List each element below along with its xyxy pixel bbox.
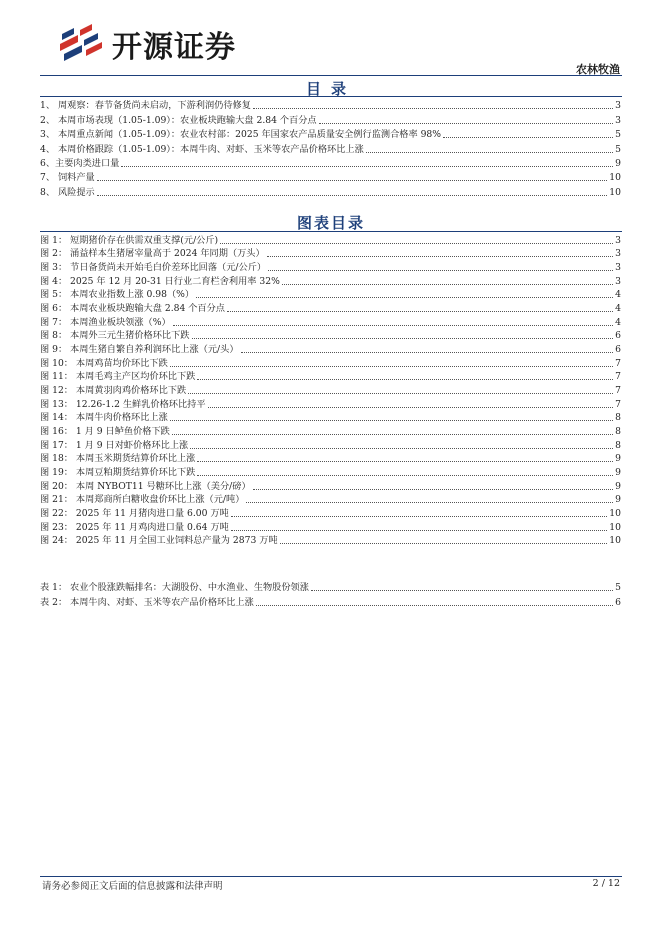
- toc-entry[interactable]: [40, 397, 621, 411]
- dot-leader: [443, 137, 613, 138]
- dot-leader: [246, 502, 613, 503]
- toc-entry[interactable]: [40, 370, 621, 384]
- entry-page-number: 3: [615, 114, 621, 126]
- toc-entry[interactable]: [40, 288, 621, 302]
- entry-page-number: 7: [615, 398, 621, 410]
- entry-label: 图 16： 1 月 9 日鲈鱼价格下跌: [40, 426, 170, 438]
- toc-entry[interactable]: [40, 112, 621, 126]
- entry-page-number: 7: [615, 357, 621, 369]
- dot-leader: [190, 448, 613, 449]
- entry-page-number: 5: [615, 143, 621, 155]
- toc-entry[interactable]: [40, 465, 621, 479]
- dot-leader: [256, 605, 613, 606]
- toc-entry[interactable]: [40, 315, 621, 329]
- figures-list: [40, 233, 621, 547]
- dot-leader: [188, 393, 613, 394]
- entry-label: 图 18： 本周玉米期货结算价环比上涨: [40, 453, 196, 465]
- entry-page-number: 4: [615, 316, 621, 328]
- entry-label: 图 8： 本周外三元生猪价格环比下跌: [40, 330, 190, 342]
- dot-leader: [173, 325, 613, 326]
- entry-label: 图 23： 2025 年 11 月鸡肉进口量 0.64 万吨: [40, 521, 229, 533]
- toc-entry[interactable]: [40, 493, 621, 507]
- entry-label: 7、 饲料产量: [40, 172, 95, 184]
- toc-entry[interactable]: [40, 411, 621, 425]
- dot-leader: [197, 475, 613, 476]
- toc-entry[interactable]: [40, 329, 621, 343]
- toc-entry[interactable]: [40, 170, 621, 184]
- toc-entry[interactable]: [40, 506, 621, 520]
- entry-page-number: 10: [609, 521, 621, 533]
- dot-leader: [319, 123, 614, 124]
- toc-list: [40, 98, 621, 199]
- toc-entry[interactable]: [40, 247, 621, 261]
- logo-mark-icon: [58, 20, 104, 62]
- dot-leader: [197, 379, 613, 380]
- dot-leader: [208, 407, 614, 408]
- dot-leader: [311, 590, 613, 591]
- entry-label: 图 5： 本周农业指数上涨 0.98（%）: [40, 289, 195, 301]
- toc-title-divider: [40, 96, 622, 97]
- entry-page-number: 10: [609, 535, 621, 547]
- entry-label: 图 21： 本周郑商所白糖收盘价环比上涨（元/吨）: [40, 494, 245, 506]
- entry-label: 2、 本周市场表现（1.05-1.09）：农业板块跑输大盘 2.84 个百分点: [40, 114, 317, 126]
- dot-leader: [282, 284, 613, 285]
- company-logo: [58, 20, 258, 65]
- toc-entry[interactable]: [40, 424, 621, 438]
- entry-label: 图 4： 2025 年 12 月 20-31 日行业二育栏舍利用率 32%: [40, 275, 280, 287]
- entry-page-number: 3: [615, 248, 621, 260]
- toc-entry[interactable]: [40, 580, 621, 594]
- toc-title: 目录: [305, 80, 356, 98]
- dot-leader: [170, 366, 613, 367]
- entry-page-number: 10: [609, 508, 621, 520]
- entry-label: 图 12： 本周黄羽肉鸡价格环比下跌: [40, 385, 187, 397]
- footer-divider: [40, 876, 622, 877]
- toc-entry[interactable]: [40, 274, 621, 288]
- entry-page-number: 9: [615, 494, 621, 506]
- toc-entry[interactable]: [40, 127, 621, 141]
- entry-label: 图 17： 1 月 9 日对虾价格环比上涨: [40, 439, 189, 451]
- dot-leader: [197, 461, 613, 462]
- entry-label: 图 13： 12.26-1.2 生鲜乳价格环比持平: [40, 398, 206, 410]
- industry-category: 农林牧渔: [576, 63, 620, 76]
- dot-leader: [253, 108, 613, 109]
- toc-entry[interactable]: [40, 184, 621, 198]
- dot-leader: [220, 243, 613, 244]
- dot-leader: [267, 256, 613, 257]
- entry-label: 图 20： 本周 NYBOT11 号糖环比上涨（美分/磅）: [40, 480, 251, 492]
- toc-entry[interactable]: [40, 233, 621, 247]
- entry-page-number: 10: [609, 186, 621, 198]
- logo-text: 开源证券: [112, 30, 236, 65]
- entry-label: 图 1： 短期猪价存在供需双重支撑(元/公斤): [40, 234, 219, 246]
- entry-page-number: 10: [609, 172, 621, 184]
- entry-page-number: 9: [615, 480, 621, 492]
- entry-label: 3、 本周重点新闻（1.05-1.09）：农业农村部：2025 年国家农产品质量安全例行监测合格率 98%: [40, 129, 442, 141]
- entry-page-number: 7: [615, 371, 621, 383]
- toc-entry[interactable]: [40, 383, 621, 397]
- toc-entry[interactable]: [40, 594, 621, 608]
- figures-title: 图表目录: [296, 214, 365, 232]
- entry-page-number: 6: [615, 344, 621, 356]
- entry-label: 图 9： 本周生猪自繁自养利润环比上涨（元/头）: [40, 344, 239, 356]
- dot-leader: [192, 338, 614, 339]
- entry-label: 图 24： 2025 年 11 月全国工业饲料总产量为 2873 万吨: [40, 535, 278, 547]
- figures-title-divider: [40, 231, 622, 232]
- entry-label: 图 3： 节日备货尚未开始毛白价差环比回落（元/公斤）: [40, 262, 267, 274]
- entry-label: 8、 风险提示: [40, 186, 95, 198]
- dot-leader: [280, 543, 608, 544]
- toc-entry[interactable]: [40, 520, 621, 534]
- entry-page-number: 3: [615, 100, 621, 112]
- entry-label: 1、 周观察：春节备货尚未启动，下游利润仍待修复: [40, 100, 251, 112]
- dot-leader: [97, 195, 608, 196]
- dot-leader: [170, 420, 613, 421]
- entry-page-number: 8: [615, 412, 621, 424]
- header-divider: [40, 75, 622, 76]
- dot-leader: [97, 180, 608, 181]
- entry-label: 图 10： 本周鸡苗均价环比下跌: [40, 357, 168, 369]
- toc-entry[interactable]: [40, 141, 621, 155]
- entry-page-number: 4: [615, 289, 621, 301]
- dot-leader: [227, 311, 613, 312]
- dot-leader: [366, 152, 613, 153]
- entry-label: 图 6： 本周农业板块跑输大盘 2.84 个百分点: [40, 303, 225, 315]
- entry-label: 图 22： 2025 年 11 月猪肉进口量 6.00 万吨: [40, 508, 229, 520]
- toc-entry[interactable]: [40, 156, 621, 170]
- dot-leader: [268, 270, 613, 271]
- toc-entry[interactable]: [40, 438, 621, 452]
- toc-entry[interactable]: [40, 534, 621, 548]
- entry-label: 6、主要肉类进口量: [40, 157, 120, 169]
- entry-page-number: 5: [615, 129, 621, 141]
- entry-page-number: 9: [615, 453, 621, 465]
- page-number: 2 / 12: [592, 878, 620, 889]
- entry-page-number: 9: [615, 157, 621, 169]
- entry-label: 4、 本周价格跟踪（1.05-1.09）：本周牛肉、对虾、玉米等农产品价格环比上涨: [40, 143, 364, 155]
- entry-label: 图 2： 涌益样本生猪屠宰量高于 2024 年同期（万头）: [40, 248, 265, 260]
- entry-page-number: 3: [615, 275, 621, 287]
- toc-entry[interactable]: [40, 260, 621, 274]
- entry-page-number: 9: [615, 467, 621, 479]
- footer-disclaimer: 请务必参阅正文后面的信息披露和法律声明: [42, 881, 223, 892]
- dot-leader: [121, 166, 613, 167]
- entry-page-number: 5: [615, 582, 621, 594]
- toc-entry[interactable]: [40, 98, 621, 112]
- toc-entry[interactable]: [40, 342, 621, 356]
- entry-page-number: 6: [615, 330, 621, 342]
- entry-page-number: 3: [615, 234, 621, 246]
- tables-list: [40, 580, 621, 609]
- entry-page-number: 8: [615, 426, 621, 438]
- dot-leader: [172, 434, 613, 435]
- entry-label: 表 2： 本周牛肉、对虾、玉米等农产品价格环比上涨: [40, 596, 254, 608]
- dot-leader: [231, 516, 608, 517]
- dot-leader: [196, 297, 613, 298]
- entry-page-number: 8: [615, 439, 621, 451]
- entry-page-number: 6: [615, 596, 621, 608]
- toc-entry[interactable]: [40, 452, 621, 466]
- toc-entry[interactable]: [40, 479, 621, 493]
- dot-leader: [231, 530, 608, 531]
- dot-leader: [253, 489, 613, 490]
- entry-label: 图 7： 本周渔业板块领涨（%）: [40, 316, 171, 328]
- entry-label: 表 1： 农业个股涨跌幅排名：大湖股份、中水渔业、生物股份领涨: [40, 582, 309, 594]
- entry-page-number: 3: [615, 262, 621, 274]
- entry-label: 图 11： 本周毛鸡主产区均价环比下跌: [40, 371, 196, 383]
- entry-label: 图 14： 本周牛肉价格环比上涨: [40, 412, 168, 424]
- dot-leader: [241, 352, 614, 353]
- entry-label: 图 19： 本周豆粕期货结算价环比下跌: [40, 467, 196, 479]
- toc-entry[interactable]: [40, 356, 621, 370]
- entry-page-number: 4: [615, 303, 621, 315]
- toc-entry[interactable]: [40, 301, 621, 315]
- entry-page-number: 7: [615, 385, 621, 397]
